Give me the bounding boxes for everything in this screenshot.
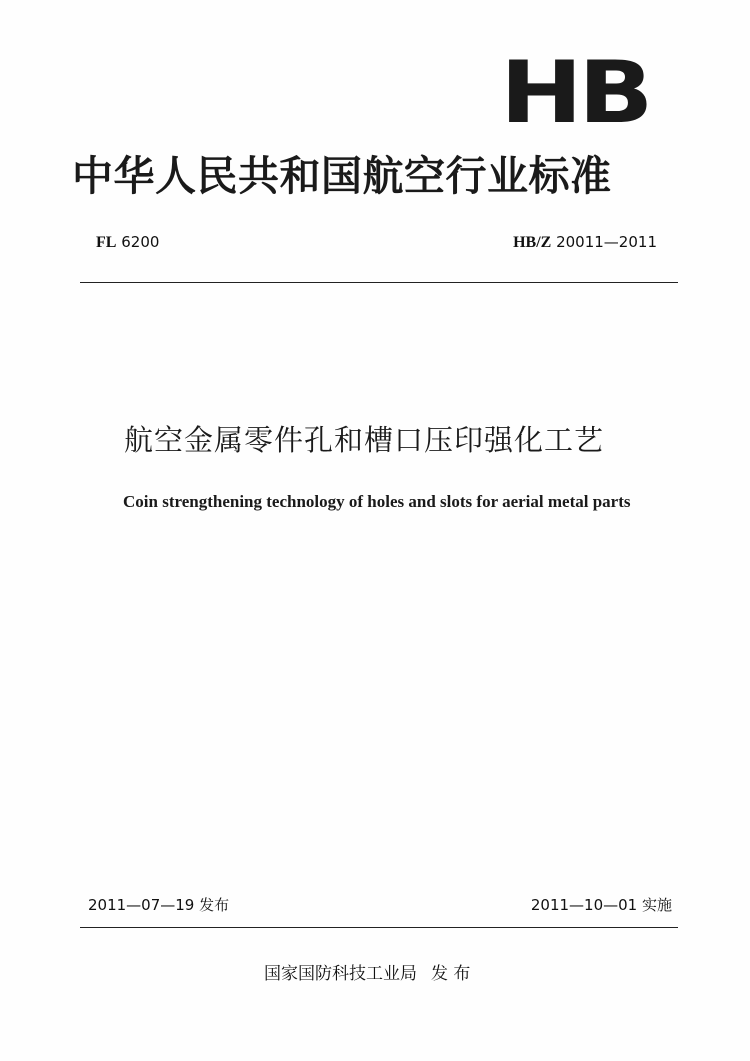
issuer-action: 发 布 xyxy=(431,964,471,984)
org-title: 中华人民共和国航空行业标准 xyxy=(72,152,612,200)
chinese-title: 航空金属零件孔和槽口压印强化工艺 xyxy=(124,423,605,457)
english-title: Coin strengthening technology of holes and slots for aerial metal parts xyxy=(123,492,631,511)
top-divider xyxy=(80,282,678,283)
standard-number xyxy=(513,232,657,253)
classification-value: 6200 xyxy=(121,233,160,251)
standard-label: HB/Z xyxy=(513,234,552,251)
standard-value: 20011—2011 xyxy=(556,233,657,251)
bottom-divider xyxy=(80,927,678,928)
issuer-name: 国家国防科技工业局 xyxy=(264,964,417,984)
implementation-date: 2011—10—01 实施 xyxy=(530,896,672,914)
hb-logo: HB xyxy=(500,43,649,143)
issue-date: 2011—07—19 发布 xyxy=(88,896,230,914)
issuer-line xyxy=(264,962,470,986)
classification-code xyxy=(96,232,159,253)
classification-label: FL xyxy=(96,234,117,251)
